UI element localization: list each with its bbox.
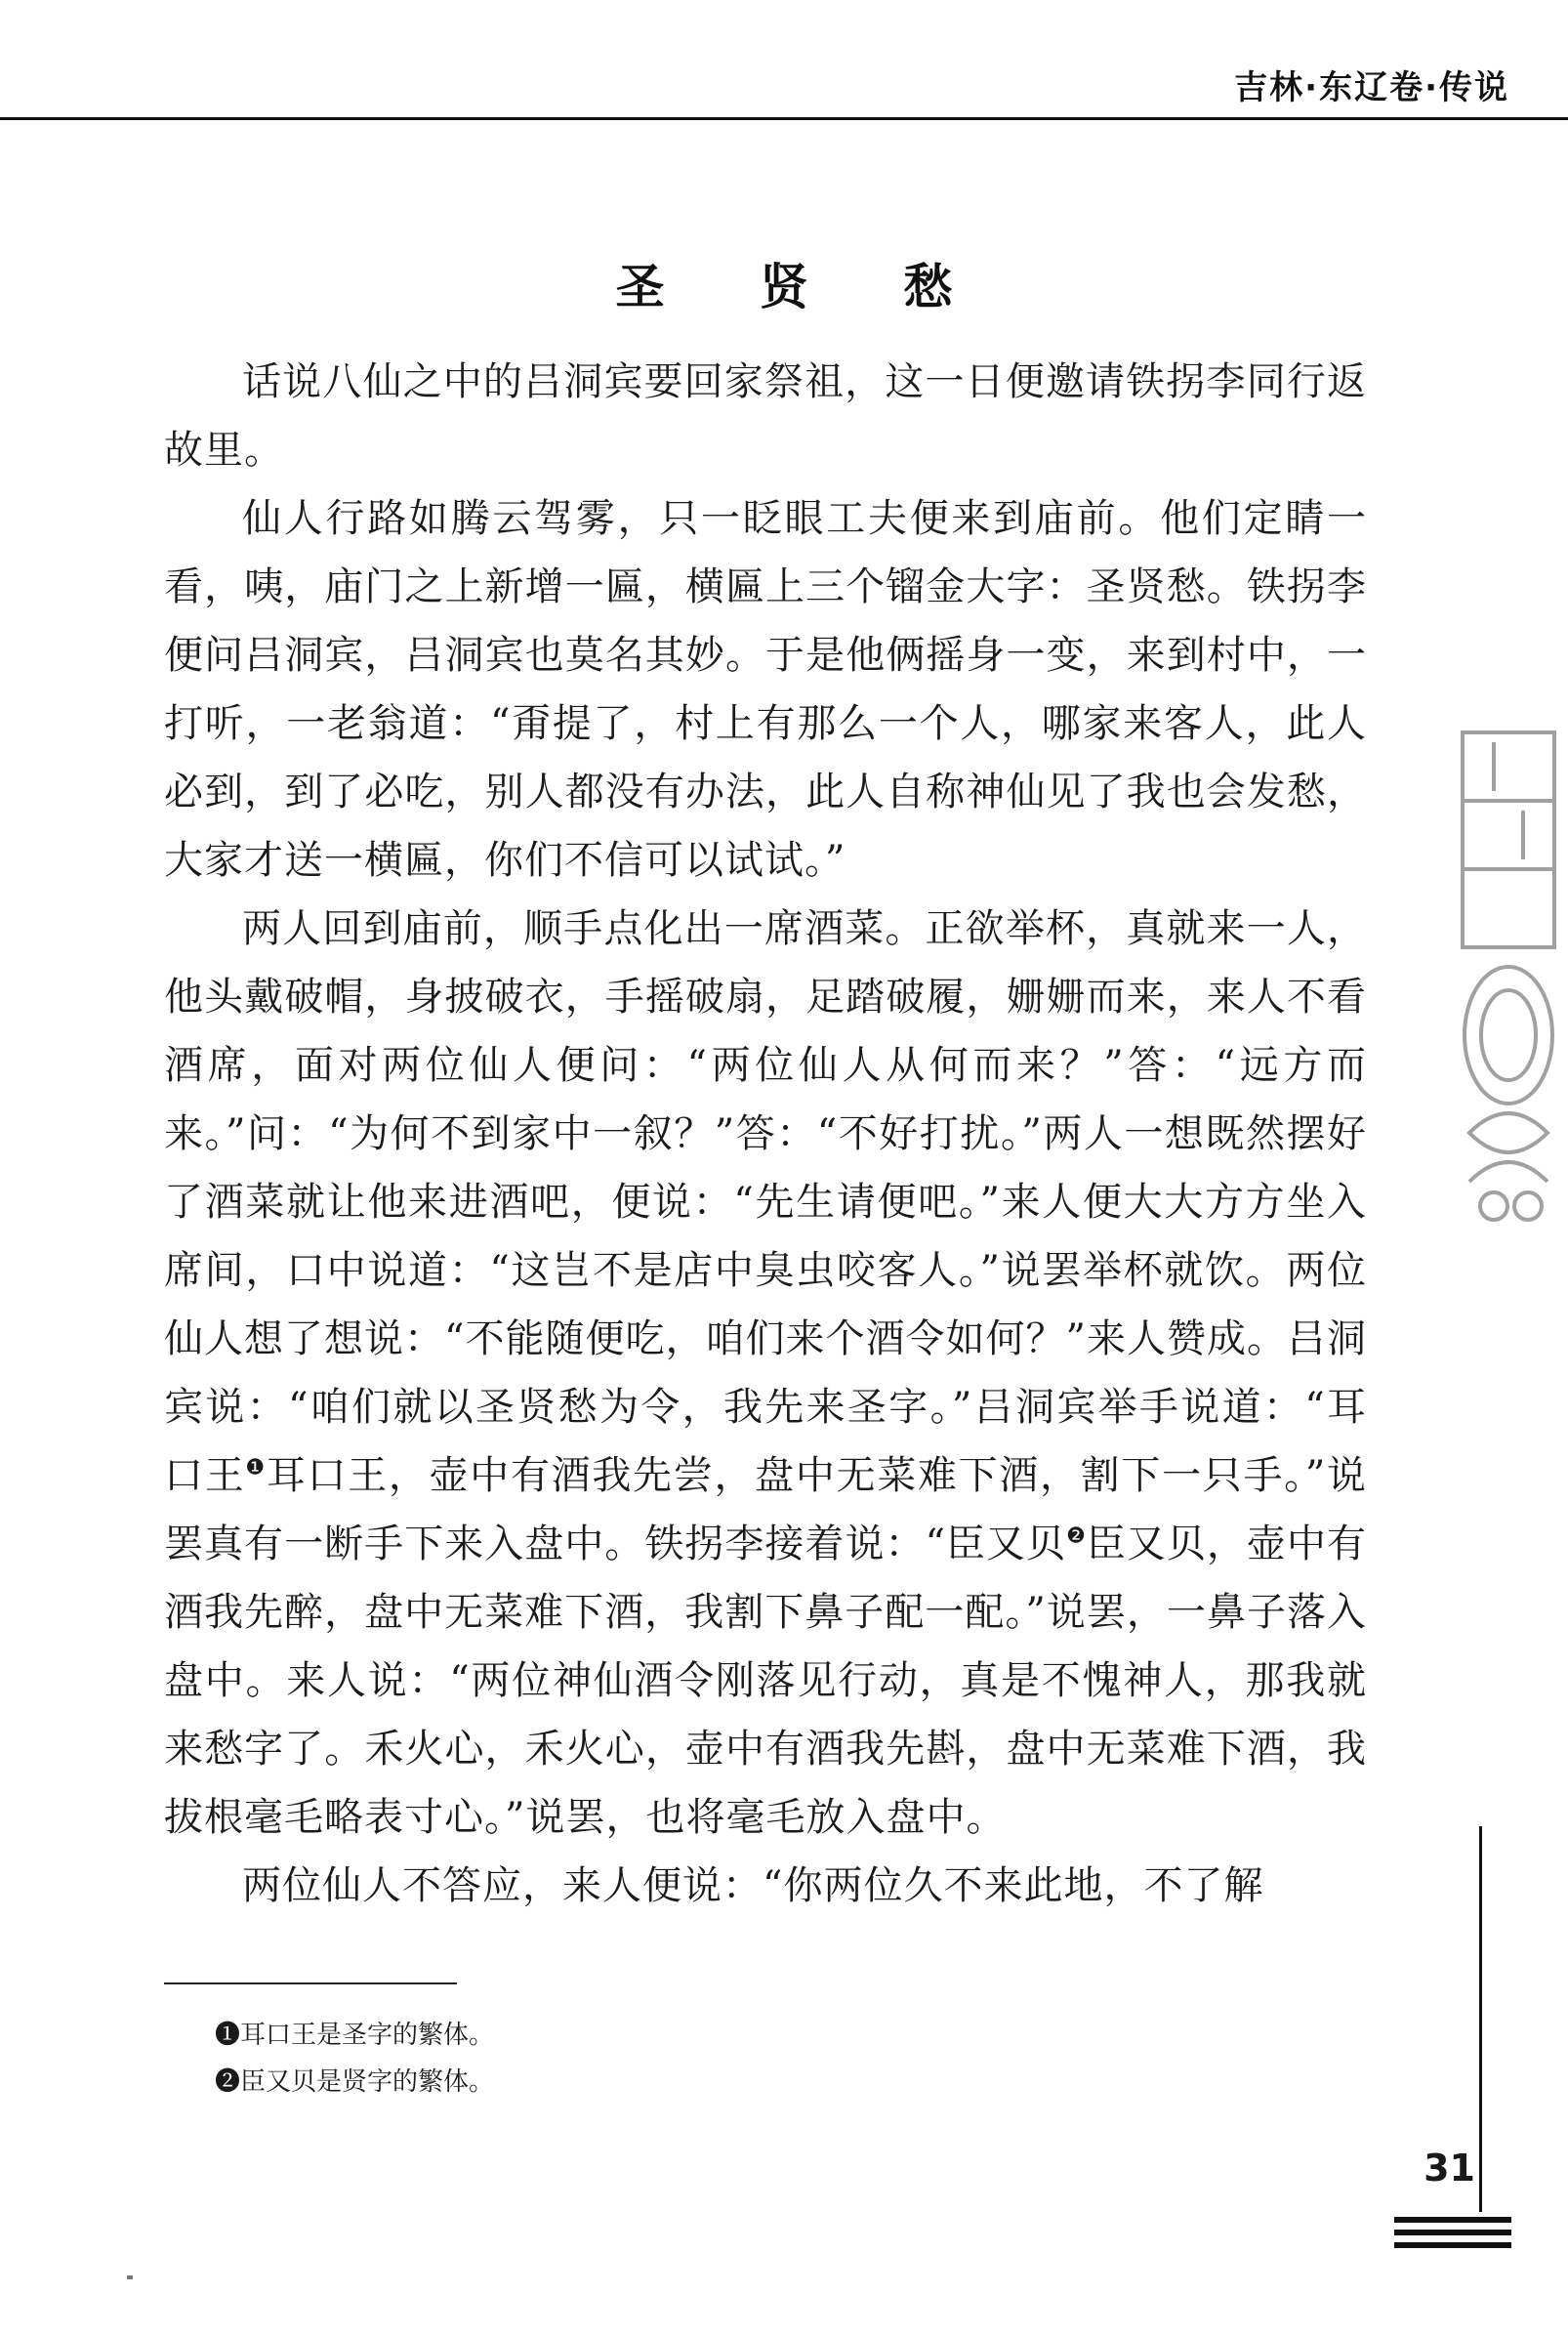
header-rule xyxy=(0,117,1568,120)
article-body xyxy=(164,348,1367,1920)
paragraph-3 xyxy=(164,895,1367,1852)
article-title: 圣 贤 愁 xyxy=(615,258,992,315)
footnote-marker-1: ❶ xyxy=(245,1455,267,1481)
footnote-marker-2: ❷ xyxy=(1066,1523,1087,1549)
paragraph-3-part-3: 臣又贝，壶中有酒我先醉，盘中无菜难下酒，我割下鼻子配一配。”说罢，一鼻子落入盘中。来人说：“两位神仙酒令刚落见行动，真是不愧神人，那我就来愁字了。禾火心，禾火心，壶中有酒我先斟，盘中无菜难下酒，我拔根毫毛略表寸心。”说罢，也将毫毛放入盘中。 xyxy=(164,1522,1367,1840)
footnote-rule xyxy=(164,1982,457,1984)
paragraph-2: 仙人行路如腾云驾雾，只一眨眼工夫便来到庙前。他们定睛一看，咦，庙门之上新增一匾，横匾上三个镏金大字：圣贤愁。铁拐李便问吕洞宾，吕洞宾也莫名其妙。于是他俩摇身一变，来到村中，一打听，一老翁道：“甭提了，村上有那么一个人，哪家来客人，此人必到，到了必吃，别人都没有办法，此人自称神仙见了我也会发愁，大家才送一横匾，你们不信可以试试。” xyxy=(164,496,1367,883)
scan-speck xyxy=(127,2275,133,2279)
paragraph-3-part-2: 耳口王，壶中有酒我先尝，盘中无菜难下酒，割下一只手。”说罢真有一断手下来入盘中。铁拐李接着说：“臣又贝 xyxy=(164,1453,1367,1566)
running-header: 吉林·东辽卷·传说 xyxy=(1234,68,1509,107)
margin-bars xyxy=(1394,2217,1511,2255)
paragraph-1: 话说八仙之中的吕洞宾要回家祭祖，这一日便邀请铁拐李同行返故里。 xyxy=(164,359,1367,473)
paragraph-3-part-1: 两人回到庙前，顺手点化出一席酒菜。正欲举杯，真就来一人，他头戴破帽，身披破衣，手摇破扇，足踏破履，姗姗而来，来人不看酒席，面对两位仙人便问：“两位仙人从何而来？”答：“远方而来。”问：“为何不到家中一叙？”答：“不好打扰。”两人一想既然摆好了酒菜就让他来进酒吧，便说：“先生请便吧。”来人便大大方方坐入席间，口中说道：“这岂不是店中臭虫咬客人。”说罢举杯就饮。两位仙人想了想说：“不能随便吃，咱们来个酒令如何？”来人赞成。吕洞宾说：“咱们就以圣贤愁为令，我先来圣字。”吕洞宾举手说道：“耳口王 xyxy=(164,906,1367,1498)
footnote-2: ❷臣又贝是贤字的繁体。 xyxy=(215,2067,495,2097)
page-number: 31 xyxy=(1424,2147,1475,2190)
paragraph-4: 两位仙人不答应，来人便说：“你两位久不来此地，不了解 xyxy=(242,1863,1264,1908)
footnotes xyxy=(215,2012,494,2106)
decorative-seal-emblem xyxy=(1455,723,1562,1231)
footnote-1: ❶耳口王是圣字的繁体。 xyxy=(215,2021,495,2050)
margin-vertical-rule xyxy=(1479,1826,1482,2212)
